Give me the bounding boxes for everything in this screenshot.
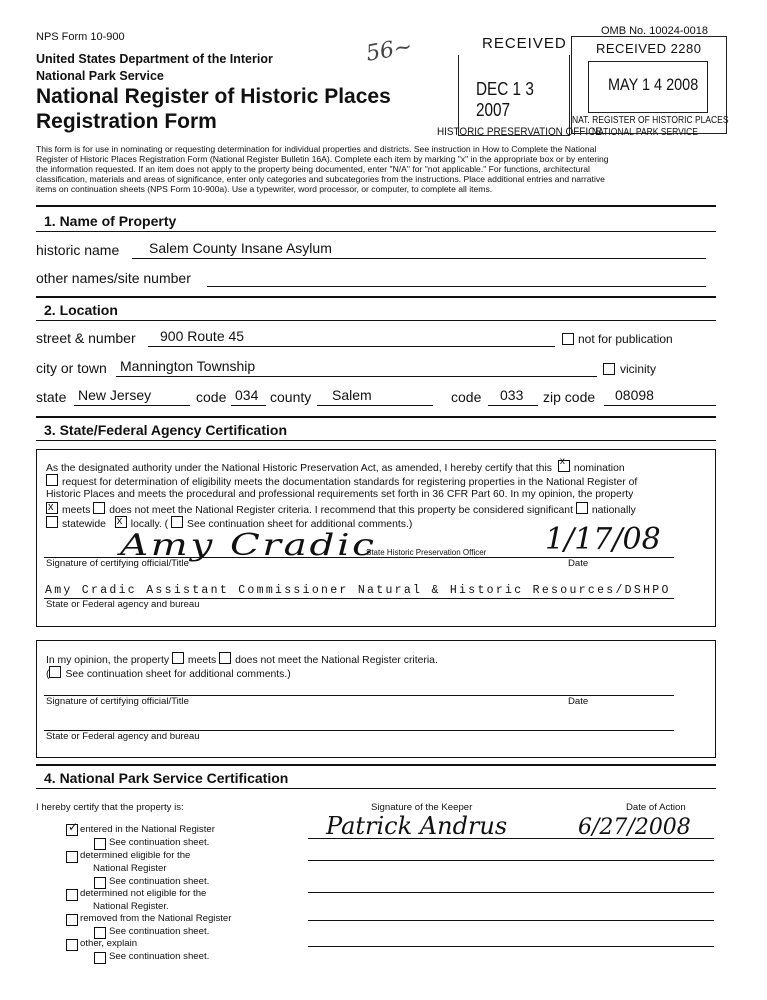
request-determination-checkbox[interactable] (46, 474, 58, 486)
keeper-label: Signature of the Keeper (371, 802, 473, 813)
opinion-text: See continuation sheet for additional comments.) (65, 669, 291, 680)
stamp-date-text: DEC 1 3 2007 (476, 79, 534, 120)
cert-text: statewide (62, 519, 106, 530)
opinion-text: meets (187, 655, 217, 666)
certifying-signature: Amy Cradic (120, 528, 377, 563)
cert-text: As the designated authority under the National Historic Preservation Act, as amended, I hereby certify that this (46, 463, 552, 474)
signature-label: Signature of certifying official/Title (46, 558, 189, 569)
intro-paragraph (36, 144, 716, 194)
vicinity-label: vicinity (620, 362, 657, 376)
state-code-line (231, 405, 266, 406)
handwritten-mark: 56~ (364, 34, 415, 67)
locally-checkbox[interactable]: x (115, 516, 127, 528)
zip-label: zip code (543, 389, 596, 405)
zip-field[interactable]: 08098 (615, 387, 654, 403)
removed-checkbox[interactable] (66, 914, 78, 926)
opinion-line-2: ( See continuation sheet for additional comments.) (46, 666, 291, 682)
intro-line: classification, materials and areas of significance, enter only categories and subcategories from the instructions. Place additional entries and narrative (36, 174, 605, 184)
removed-label: removed from the National Register (80, 913, 232, 924)
historic-name-field[interactable]: Salem County Insane Asylum (149, 240, 332, 256)
department: United States Department of the Interior (36, 52, 273, 66)
section-2-top-rule (36, 296, 716, 298)
other-continuation-checkbox[interactable] (94, 952, 106, 964)
cert-text: request for determination of eligibility meets the documentation standards for registering properties in the National Register of (62, 477, 638, 488)
section-2-rule (36, 320, 716, 321)
state-field[interactable]: New Jersey (78, 387, 152, 403)
cert-text: does not meet the National Register criteria. I recommend that this property be considered significant (109, 505, 573, 516)
county-code-line (488, 405, 538, 406)
cert-line-5: statewide x locally. ( See continuation sheet for additional comments.) (46, 516, 412, 532)
other-checkbox[interactable] (66, 939, 78, 951)
vicinity-checkbox[interactable] (603, 363, 615, 375)
opinion-signature-label: Signature of certifying official/Title (46, 696, 189, 707)
stamp-date-text: MAY 1 4 2008 (608, 75, 699, 94)
opinion-text: In my opinion, the property (46, 655, 170, 666)
agency-label: State or Federal agency and bureau (46, 599, 200, 610)
cert-text: nationally (591, 505, 636, 516)
intro-line: Register of Historic Places Registration Form (National Register Bulletin 16A). Complete each item by marking "x" in the appropriate box or by entering (36, 154, 609, 164)
meets-checkbox[interactable]: x (46, 502, 58, 514)
section-1-rule (36, 231, 716, 232)
action-date-label: Date of Action (626, 802, 686, 813)
eligible-label-1: determined eligible for the (80, 850, 191, 861)
not-eligible-checkbox[interactable] (66, 889, 78, 901)
section-3-title: 3. State/Federal Agency Certification (44, 422, 287, 438)
street-field[interactable]: 900 Route 45 (160, 328, 245, 344)
does-not-meet-checkbox[interactable] (93, 502, 105, 514)
entered-checkbox[interactable]: ✓ (68, 820, 79, 834)
county-label: county (270, 389, 312, 405)
opinion-meets-checkbox[interactable] (172, 652, 184, 664)
county-line (317, 405, 433, 406)
other-label: other, explain (80, 938, 138, 949)
county-field[interactable]: Salem (332, 387, 372, 403)
street-line (148, 346, 555, 347)
stamp-received-text: RECEIVED 2280 (596, 41, 702, 56)
section-4-top-rule (36, 764, 716, 766)
intro-line: This form is for use in nominating or requesting determination for individual properties and districts. See instruction in How to Complete the National (36, 144, 597, 154)
section-1-title: 1. Name of Property (44, 213, 177, 229)
continuation-label: See continuation sheet. (109, 837, 210, 848)
cert-text: nomination (573, 463, 625, 474)
page-subtitle: Registration Form (36, 110, 217, 133)
removed-line (308, 920, 714, 921)
state-code-label: code (196, 389, 227, 405)
zip-line (604, 405, 716, 406)
shpo-stamp-footer: HISTORIC PRESERVATION OFFICE (437, 126, 602, 138)
stamp-register-text: NAT. REGISTER OF HISTORIC PLACES (572, 115, 729, 126)
city-field[interactable]: Mannington Township (120, 358, 256, 374)
continuation-label: See continuation sheet. (109, 876, 210, 887)
city-label: city or town (36, 360, 107, 376)
other-names-label: other names/site number (36, 270, 191, 286)
eligible-line (308, 860, 714, 861)
continuation-checkbox[interactable] (171, 516, 183, 528)
form-number: NPS Form 10-900 (36, 31, 125, 43)
section-4-title: 4. National Park Service Certification (44, 770, 289, 786)
section-3-top-rule (36, 416, 716, 418)
section-4-rule (36, 788, 716, 789)
agency-typed: Amy Cradic Assistant Commissioner Natural & Historic Resources/DSHPO (45, 584, 671, 597)
state-code-field[interactable]: 034 (235, 387, 259, 403)
opinion-agency-label: State or Federal agency and bureau (46, 731, 200, 742)
intro-line: items on continuation sheets (NPS Form 10-900a). Use a typewriter, word processor, or computer, to complete all items. (36, 184, 493, 194)
opinion-date-label: Date (568, 696, 589, 707)
date-signed: 1/17/08 (545, 522, 661, 557)
eligible-checkbox[interactable] (66, 851, 78, 863)
service: National Park Service (36, 69, 164, 83)
nps-intro: I hereby certify that the property is: (36, 802, 184, 813)
not-eligible-label-1: determined not eligible for the (80, 888, 207, 899)
nationally-checkbox[interactable] (576, 502, 588, 514)
eligible-label-2: National Register (93, 863, 167, 874)
not-eligible-line (308, 892, 714, 893)
cert-text: See continuation sheet for additional comments.) (187, 519, 413, 530)
cert-text: meets (62, 505, 91, 516)
keeper-signature: Patrick Andrus (326, 812, 508, 840)
page-title: National Register of Historic Places (36, 85, 391, 108)
continuation-label: See continuation sheet. (109, 926, 210, 937)
stamp-service-text: NATIONAL PARK SERVICE (592, 127, 698, 138)
shpo-received-stamp (458, 33, 570, 137)
intro-line: the information requested. If an item does not apply to the property being documented, enter "N/A" for "not applicable." For functions, architectural (36, 164, 590, 174)
state-line (74, 405, 190, 406)
county-code-field[interactable]: 033 (500, 387, 524, 403)
historic-name-line (132, 258, 706, 259)
omb-number: OMB No. 10024-0018 (601, 25, 709, 37)
opinion-continuation-checkbox[interactable] (49, 666, 61, 678)
entered-label: entered in the National Register (80, 824, 215, 835)
county-code-label: code (451, 389, 482, 405)
opinion-text: does not meet the National Register criteria. (235, 655, 438, 666)
not-for-publication-label: not for publication (578, 332, 673, 346)
city-line (116, 376, 597, 377)
not-eligible-label-2: National Register. (93, 901, 169, 912)
street-label: street & number (36, 330, 136, 346)
stamp-received-text: RECEIVED (482, 35, 567, 52)
action-date: 6/27/2008 (578, 815, 691, 840)
cert-text: locally. (130, 519, 162, 530)
section-1-top-rule (36, 205, 716, 207)
state-label: state (36, 389, 67, 405)
other-names-line (207, 286, 706, 287)
statewide-checkbox[interactable] (46, 516, 58, 528)
other-line (308, 946, 714, 947)
entered-line (308, 838, 714, 839)
continuation-label: See continuation sheet. (109, 951, 210, 962)
shpo-title: State Historic Preservation Officer (366, 548, 487, 557)
nomination-checkbox[interactable]: x (558, 460, 570, 472)
section-2-title: 2. Location (44, 302, 118, 318)
not-for-publication-checkbox[interactable] (562, 333, 574, 345)
date-label: Date (568, 558, 589, 569)
entered-continuation-checkbox[interactable] (94, 838, 106, 850)
section-3-rule (36, 440, 716, 441)
historic-name-label: historic name (36, 242, 120, 258)
opinion-does-not-meet-checkbox[interactable] (219, 652, 231, 664)
cert-line-3: Historic Places and meets the procedural and professional requirements set forth in 36 CFR Part 60. In my opinion, the property (46, 489, 634, 500)
nps-received-stamp (571, 36, 729, 138)
